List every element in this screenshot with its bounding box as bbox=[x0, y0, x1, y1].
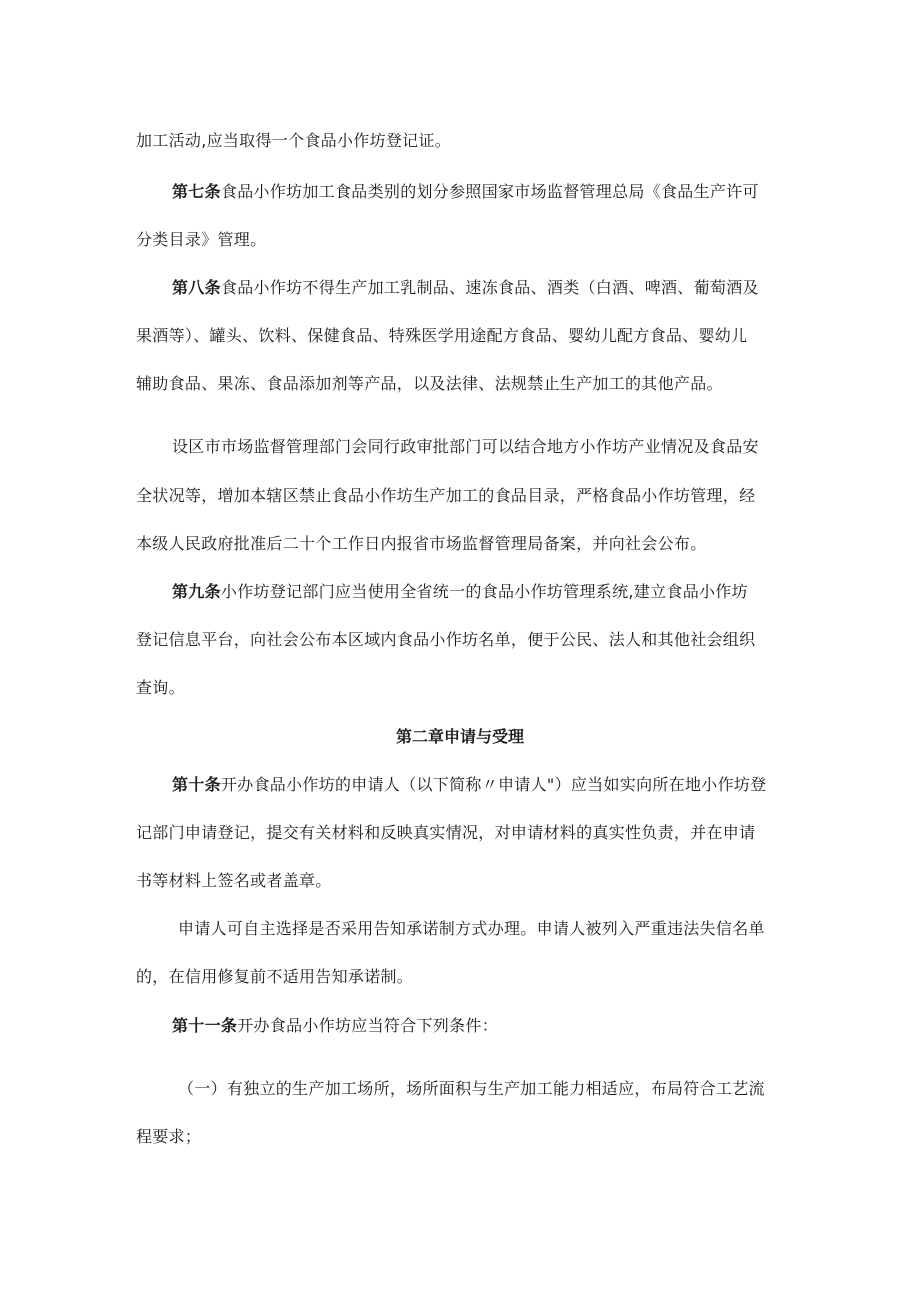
article-7-text-1: 食品小作坊加工食品类别的划分参照国家市场监督管理总局《食品生产许可 bbox=[220, 182, 759, 201]
article-11-text-1: 开办食品小作坊应当符合下列条件： bbox=[237, 1016, 499, 1035]
article-8-text-1: 食品小作坊不得生产加工乳制品、速冻食品、酒类（白酒、啤酒、葡萄酒及 bbox=[220, 278, 759, 297]
article-8-para-2-line-1: 设区市市场监督管理部门会同行政审批部门可以结合地方小作坊产业情况及食品安 bbox=[172, 437, 759, 456]
article-7-line-1 bbox=[172, 181, 832, 203]
article-8-line-3: 辅助食品、果冻、食品添加剂等产品，以及法律、法规禁止生产加工的其他产品。 bbox=[136, 374, 723, 393]
article-7-line-2: 分类目录》管理。 bbox=[136, 230, 267, 249]
article-8-para-2-line-3: 本级人民政府批准后二十个工作日内报省市场监督管理局备案，并向社会公布。 bbox=[136, 534, 707, 553]
article-10-para-2-line-2: 的，在信用修复前不适用告知承诺制。 bbox=[136, 967, 414, 986]
article-8-label: 第八条 bbox=[172, 278, 221, 297]
article-8-line-2: 果酒等）、罐头、饮料、保健食品、特殊医学用途配方食品、婴幼儿配方食品、婴幼儿 bbox=[136, 326, 748, 345]
article-7-label: 第七条 bbox=[172, 182, 221, 201]
article-10-para-2-line-1: 申请人可自主选择是否采用告知承诺制方式办理。申请人被列入严重违法失信名单 bbox=[178, 919, 765, 938]
article-10-line-3: 书等材料上签名或者盖章。 bbox=[136, 871, 332, 890]
article-9-line-2: 登记信息平台，向社会公布本区域内食品小作坊名单，便于公民、法人和其他社会组织 bbox=[136, 630, 756, 649]
article-10-text-1: 开办食品小作坊的申请人（以下简称〃申请人"）应当如实向所在地小作坊登 bbox=[220, 775, 767, 794]
article-11-item-1-line-1: （一）有独立的生产加工场所，场所面积与生产加工能力相适应，布局符合工艺流 bbox=[178, 1079, 765, 1098]
chapter-2-heading: 第二章申请与受理 bbox=[395, 727, 524, 746]
article-11-label: 第十一条 bbox=[172, 1016, 238, 1035]
article-9-text-1: 小作坊登记部门应当使用全省统一的食品小作坊管理系统,建立食品小作坊 bbox=[220, 582, 748, 601]
article-9-label: 第九条 bbox=[172, 582, 221, 601]
article-11-item-1-line-2: 程要求； bbox=[136, 1127, 202, 1146]
article-6-tail: 加工活动,应当取得一个食品小作坊登记证。 bbox=[136, 131, 452, 150]
article-8-para-2-line-2: 全状况等，增加本辖区禁止食品小作坊生产加工的食品目录，严格食品小作坊管理，经 bbox=[136, 486, 756, 505]
article-11-line-1 bbox=[172, 1015, 832, 1037]
article-8-line-1 bbox=[172, 277, 832, 299]
article-10-line-2: 记部门申请登记，提交有关材料和反映真实情况，对申请材料的真实性负责，并在申请 bbox=[136, 823, 756, 842]
article-9-line-3: 查询。 bbox=[136, 678, 185, 697]
article-10-label: 第十条 bbox=[172, 775, 221, 794]
article-9-line-1 bbox=[172, 581, 832, 603]
article-10-line-1 bbox=[172, 774, 832, 796]
